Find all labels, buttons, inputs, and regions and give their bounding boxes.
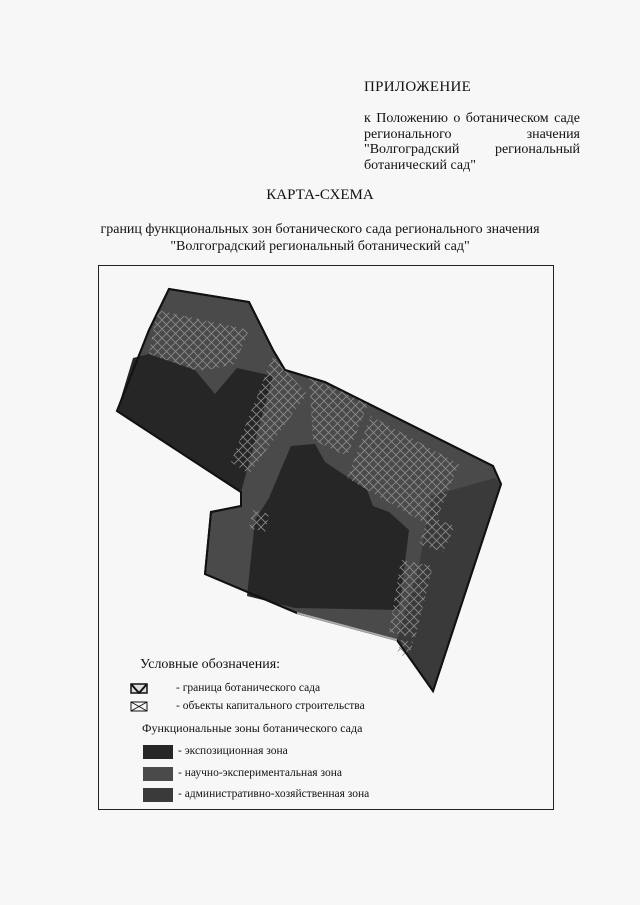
scientific-zone-swatch (143, 767, 173, 781)
map-subtitle (50, 221, 590, 255)
map-subtitle-line-2: "Волгоградский региональный ботанический сад" (170, 239, 470, 254)
legend-label-exposition: - экспозиционная зона (178, 745, 288, 757)
garden-boundary-icon (130, 683, 148, 694)
legend-label-construction: - объекты капитального строительства (176, 700, 365, 712)
exposition-zone-swatch (143, 745, 173, 759)
legend-heading: Условные обозначения: (140, 657, 281, 672)
capital-construction-icon (130, 701, 148, 712)
legend-label-scientific: - научно-экспериментальная зона (178, 767, 342, 779)
map-subtitle-line-1: границ функциональных зон ботанического сада регионального значения (100, 222, 540, 237)
appendix-text: к Положению о ботаническом саде регионального значения "Волгоградский региональный ботанический сад" (364, 111, 580, 173)
map-title: КАРТА-СХЕМА (266, 187, 374, 203)
legend-label-boundary: - граница ботанического сада (176, 682, 321, 694)
legend-label-administrative: - административно-хозяйственная зона (178, 788, 370, 800)
administrative-zone-swatch (143, 788, 173, 802)
zones-heading: Функциональные зоны ботанического сада (142, 721, 363, 735)
appendix-title: ПРИЛОЖЕНИЕ (364, 79, 472, 95)
